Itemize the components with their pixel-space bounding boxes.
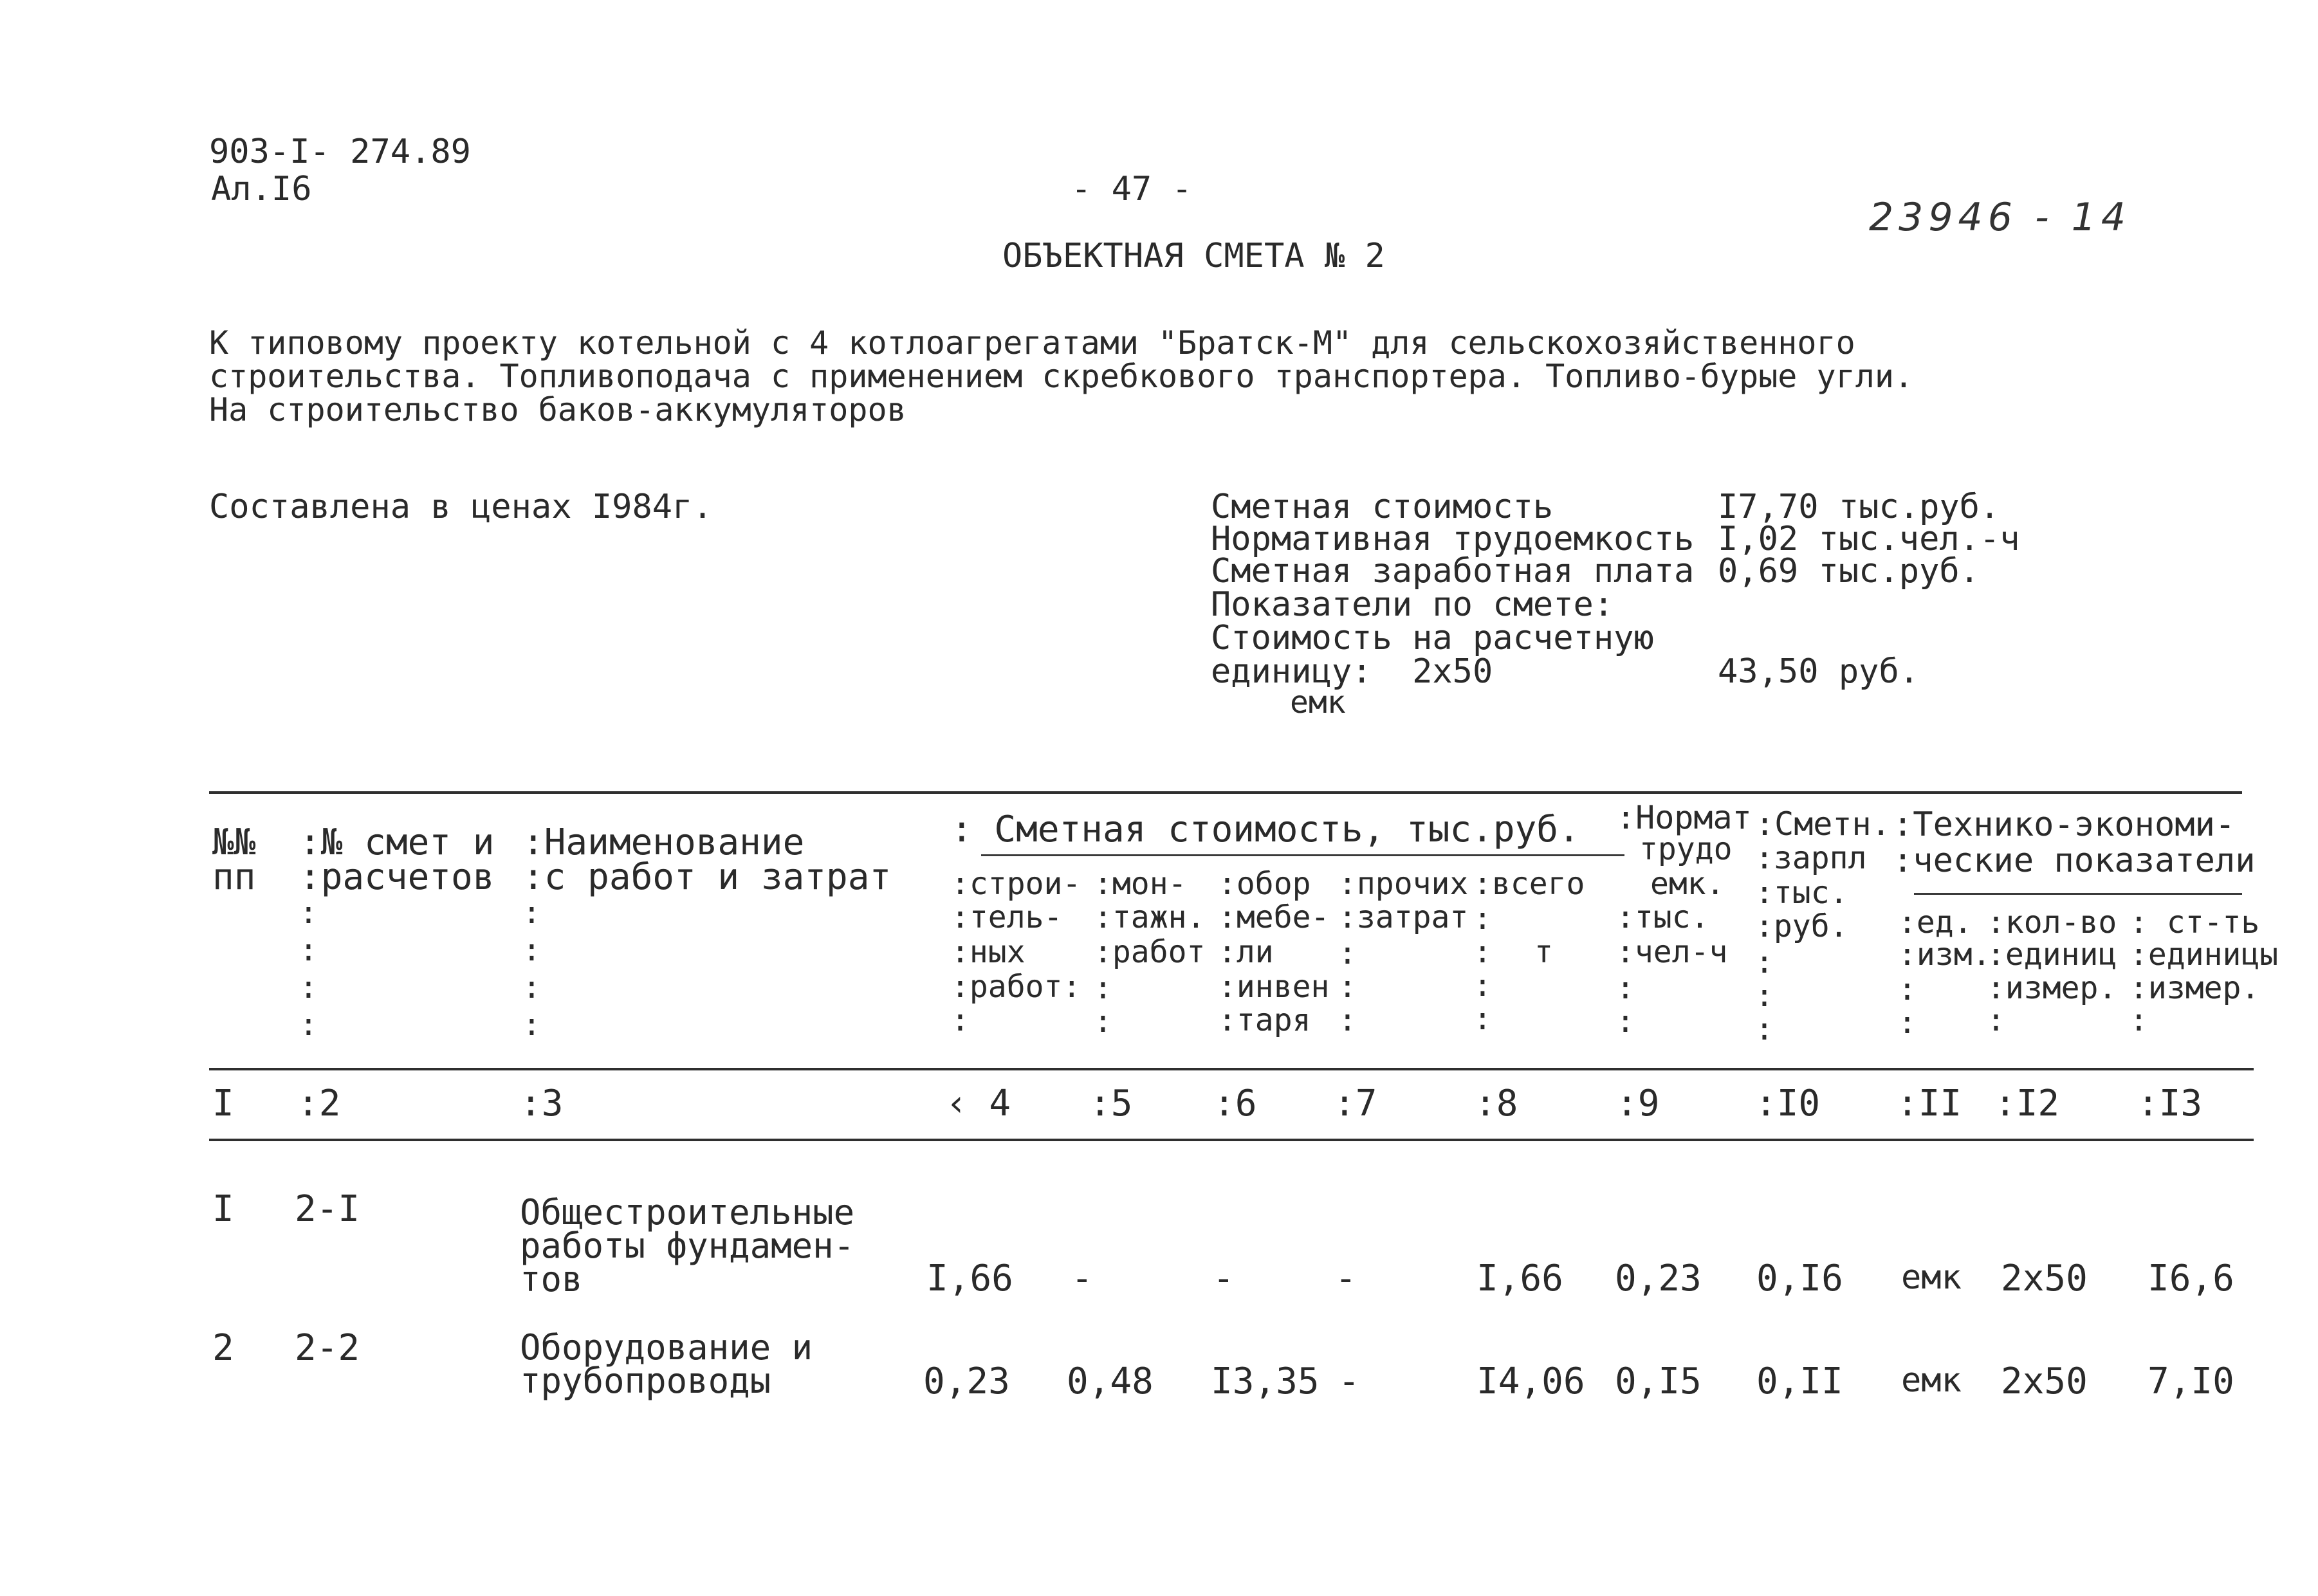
description-line-2: строительства. Топливоподача с применением скребкового транспортера. Топливо-бурые угли. — [209, 358, 1914, 395]
header-col2-line2: :расчетов — [299, 856, 495, 898]
header-col7-line2: :затрат — [1338, 899, 1469, 935]
table-top-rule — [209, 791, 2242, 794]
row2-total: I4,06 — [1476, 1361, 1585, 1402]
row1-labor: 0,23 — [1615, 1258, 1702, 1299]
header-col4-line3: :ных — [951, 934, 1026, 970]
colnum-3: :3 — [520, 1083, 564, 1124]
header-col4-line1: :строи- — [951, 866, 1081, 902]
header-col11-line2: :изм. — [1898, 937, 1991, 973]
header-cost-group: : Сметная стоимость, тыс.руб. — [951, 809, 1580, 850]
row2-equipment: I3,35 — [1211, 1361, 1320, 1402]
header-dots-col10: : : : — [1755, 944, 1774, 1047]
header-col4-line2: :тель- — [951, 899, 1063, 935]
prices-basis: Составлена в ценах I984г. — [209, 488, 713, 526]
header-col6-line1: :обор — [1218, 866, 1311, 902]
colnum-8: :8 — [1475, 1083, 1518, 1124]
header-dots-col11: : : — [1898, 971, 1917, 1041]
row2-other: - — [1338, 1361, 1360, 1402]
header-col10-line2: :зарпл — [1755, 840, 1867, 876]
unit-cost-label-3: емк — [1290, 684, 1346, 720]
description-line-3: На строительство баков-аккумуляторов — [209, 391, 906, 428]
description-line-1: К типовому проекту котельной с 4 котлоагрегатами "Братск-М" для сельскохозяйственного — [209, 324, 1855, 362]
header-dots-col8: : : : : — [1473, 901, 1492, 1037]
cost-group-underline — [981, 854, 1624, 856]
header-col8-line1: :всего — [1473, 866, 1585, 902]
header-col9-line4: :тыс. — [1616, 899, 1709, 935]
header-dots-col9: : : — [1616, 970, 1635, 1040]
header-col6-line2: :мебе- — [1218, 899, 1330, 935]
header-col9-line2: трудо — [1639, 831, 1733, 867]
header-col10-line4: :руб. — [1755, 908, 1848, 944]
row2-installation: 0,48 — [1067, 1361, 1154, 1402]
labor-intensity-value: I,02 тыс.чел.-ч — [1718, 520, 2020, 558]
row1-equipment: - — [1213, 1258, 1235, 1299]
header-tech-group-line1: :Технико-экономи- — [1893, 805, 2236, 844]
row2-labor: 0,I5 — [1615, 1361, 1702, 1402]
colnum-1: I — [212, 1083, 234, 1124]
header-col10-line3: :тыс. — [1755, 875, 1848, 911]
row1-wage: 0,I6 — [1756, 1258, 1843, 1299]
header-col1-line2: пп — [212, 856, 256, 898]
row1-name-line3: тов — [520, 1259, 583, 1299]
header-col3-line2: :с работ и затрат — [522, 856, 892, 898]
header-dots-col12: : — [1987, 1002, 2005, 1038]
header-col5-line2: :тажн. — [1094, 899, 1206, 935]
estimated-cost-label: Сметная стоимость — [1211, 488, 1554, 526]
row1-qty: 2х50 — [2001, 1258, 2088, 1299]
colnum-6: :6 — [1213, 1083, 1257, 1124]
header-col5-line3: :работ — [1094, 934, 1206, 970]
header-col12-line1: :кол-во — [1987, 904, 2117, 940]
indicators-label: Показатели по смете: — [1211, 585, 1614, 624]
header-col7-line1: :прочих — [1338, 866, 1469, 902]
colnum-11: :II — [1897, 1083, 1962, 1124]
row2-unit-cost: 7,I0 — [2148, 1361, 2234, 1402]
row1-construction: I,66 — [926, 1258, 1013, 1299]
header-col12-line2: :единиц — [1987, 937, 2117, 973]
wage-label: Сметная заработная плата — [1211, 552, 1695, 591]
colnum-2: :2 — [297, 1083, 341, 1124]
row1-number: I — [212, 1188, 234, 1230]
row1-total: I,66 — [1476, 1258, 1563, 1299]
row2-qty: 2х50 — [2001, 1361, 2088, 1402]
colnum-9: :9 — [1616, 1083, 1660, 1124]
row2-name-line2: трубопроводы — [520, 1361, 771, 1401]
header-col9-line1: :Нормат — [1616, 799, 1752, 836]
row1-other: - — [1335, 1258, 1357, 1299]
row2-construction: 0,23 — [923, 1361, 1010, 1402]
row2-name-line1: Оборудование и — [520, 1327, 813, 1368]
header-col2-line1: :№ смет и — [299, 821, 495, 863]
unit-cost-value: 43,50 руб. — [1718, 652, 1920, 691]
row2-code: 2-2 — [295, 1327, 360, 1369]
header-col3-line1: :Наименование — [522, 821, 805, 863]
header-col1-line1: №№ — [212, 821, 256, 863]
unit-cost-label-2: единицу: 2х50 — [1211, 652, 1493, 691]
colnum-4: ‹ 4 — [946, 1083, 1011, 1124]
labor-intensity-label: Нормативная трудоемкость — [1211, 520, 1695, 558]
header-col13-line3: :измер. — [2129, 970, 2260, 1006]
row2-number: 2 — [212, 1327, 234, 1369]
row1-name-line2: работы фундамен- — [520, 1225, 855, 1266]
row1-installation: - — [1071, 1258, 1093, 1299]
tech-group-underline — [1914, 893, 2242, 895]
header-dots-col7: : : : — [1338, 935, 1357, 1038]
header-col6-line4: :инвен — [1218, 969, 1330, 1005]
wage-value: 0,69 тыс.руб. — [1718, 552, 1980, 591]
album-number: Ал.I6 — [211, 170, 312, 208]
header-dots-col13: : — [2129, 1002, 2148, 1038]
header-col11-line1: :ед. — [1898, 904, 1973, 940]
colnum-7: :7 — [1334, 1083, 1377, 1124]
document-code: 903-I- 274.89 — [209, 133, 471, 171]
row2-wage: 0,II — [1756, 1361, 1843, 1402]
header-dots-col2: : : : : — [299, 895, 318, 1043]
colnum-10: :I0 — [1755, 1083, 1821, 1124]
header-col4-line4: :работ: — [951, 969, 1081, 1005]
inventory-stamp: 23946 - 14 — [1869, 195, 2131, 240]
unit-cost-label-1: Стоимость на расчетную — [1211, 619, 1654, 657]
header-col13-line1: : ст-ть — [2129, 904, 2260, 940]
header-col9-line3: емк. — [1650, 866, 1725, 902]
row1-unit: емк — [1901, 1258, 1962, 1297]
row2-unit: емк — [1901, 1361, 1962, 1400]
document-title: ОБЪЕКТНАЯ СМЕТА № 2 — [1002, 237, 1385, 275]
colnum-13: :I3 — [2137, 1083, 2203, 1124]
header-col5-line1: :мон- — [1094, 866, 1187, 902]
header-col9-line5: :чел-ч — [1616, 934, 1728, 970]
header-col10-line1: :Сметн. — [1755, 805, 1891, 843]
page-number: - 47 - — [1071, 170, 1192, 208]
header-col12-line3: :измер. — [1987, 970, 2117, 1006]
colnum-5: :5 — [1089, 1083, 1133, 1124]
header-dots-col5: : : — [1094, 970, 1112, 1040]
header-bottom-rule — [209, 1068, 2254, 1070]
row1-code: 2-I — [295, 1188, 360, 1230]
header-col13-line2: :единицы — [2129, 937, 2279, 973]
row1-name-line1: Общестроительные — [520, 1192, 855, 1233]
header-tech-group-line2: :ческие показатели — [1893, 841, 2256, 880]
estimated-cost-value: I7,70 тыс.руб. — [1718, 488, 2000, 526]
header-col8-line2: т — [1534, 934, 1553, 970]
header-dots-col4: : — [951, 1002, 970, 1038]
row1-unit-cost: I6,6 — [2148, 1258, 2234, 1299]
header-col6-line3: :ли — [1218, 934, 1274, 970]
header-col6-line5: :таря — [1218, 1002, 1311, 1038]
colnum-12: :I2 — [1994, 1083, 2060, 1124]
column-numbers-rule — [209, 1139, 2254, 1141]
header-dots-col3: : : : : — [522, 895, 541, 1043]
